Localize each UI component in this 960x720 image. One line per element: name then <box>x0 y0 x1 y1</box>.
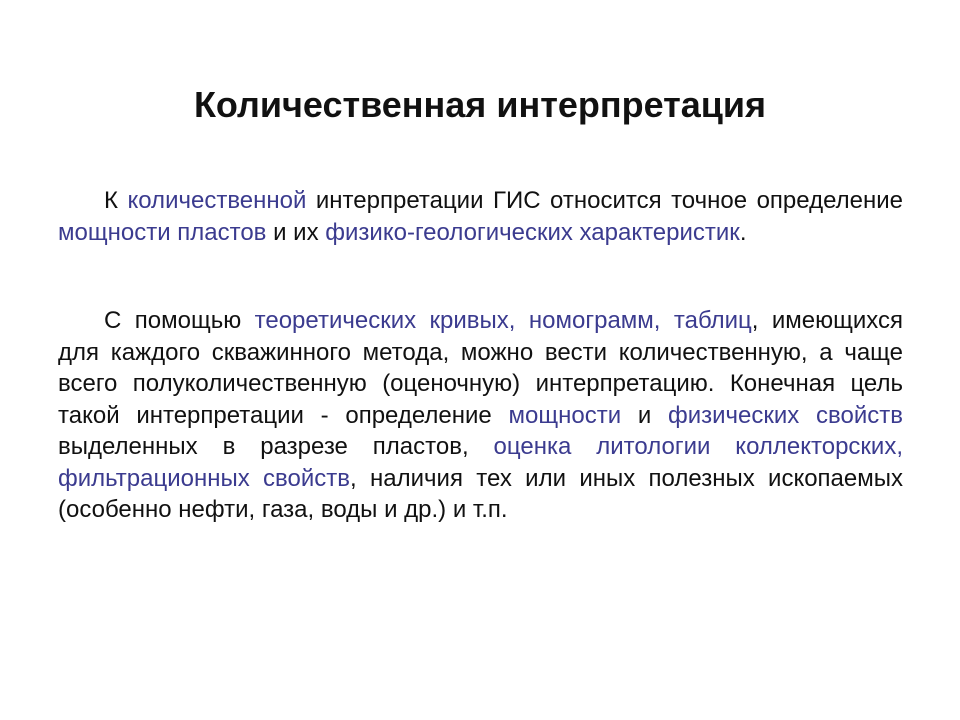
p2-highlight: теоретических кривых, номограмм, таблиц <box>254 307 752 334</box>
p2-highlight: мощности <box>508 401 622 429</box>
p2-text: и <box>621 401 668 429</box>
p1-text: и их <box>266 218 326 246</box>
paragraph-1 <box>58 185 903 248</box>
p1-text: . <box>739 218 747 246</box>
p1-highlight: количественной <box>127 187 307 214</box>
p2-text: , имеющихся для каждого скважинного метода, можно вести количественную, а чаще всего полуколичественную (оценочную) интерпретацию. Конечная цель такой интерпретации - определение <box>58 307 904 429</box>
p1-text: К <box>104 187 128 214</box>
p1-highlight: физико-геологических характеристик <box>325 218 740 246</box>
p1-text: интерпретации ГИС относится точное определение <box>306 187 903 214</box>
p2-text: выделенных в разрезе пластов, <box>58 433 494 460</box>
p2-text: С помощью <box>104 307 255 334</box>
p2-highlight: физических свойств <box>667 401 903 429</box>
p2-highlight: оценка литологии коллекторских, фильтрационных свойств <box>58 433 903 492</box>
slide-title: Количественная интерпретация <box>193 84 767 125</box>
paragraph-2 <box>58 305 903 526</box>
p1-highlight: мощности пластов <box>58 218 267 246</box>
p2-text: , наличия тех или иных полезных ископаемых (особенно нефти, газа, воды и др.) и т.п. <box>58 464 904 523</box>
